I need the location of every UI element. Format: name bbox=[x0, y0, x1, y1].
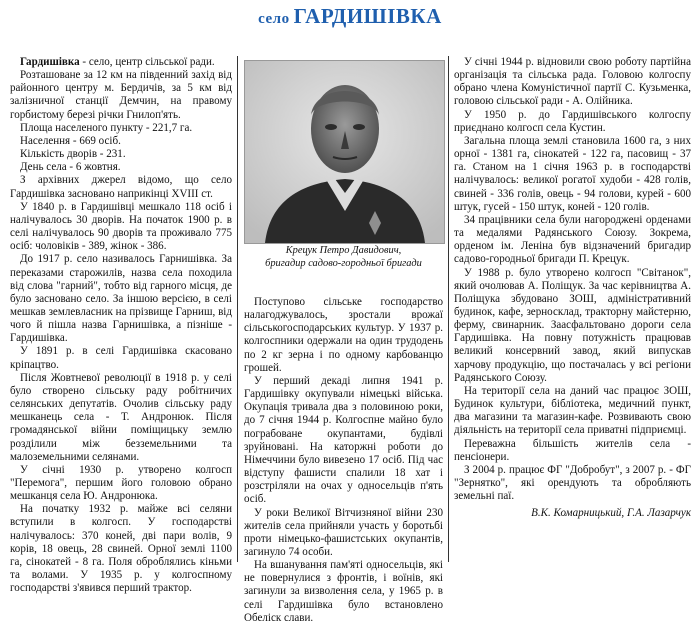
paragraph: У січні 1944 р. відновили свою роботу партійна організація та сільська рада. Головою колгоспу обрано члена Комуністичної партії С. Кузьменка, головою сільської ради - А. Олійника. bbox=[454, 56, 691, 108]
paragraph: У 1840 р. в Гардишівці мешкало 118 осіб і налічувалось 30 дворів. На початок 1900 р. в селі налічувалось 90 дворів та проживало 775 осіб: чоловіків - 389, жінок - 386. bbox=[10, 200, 232, 253]
village-name: ГАРДИШІВКА bbox=[293, 4, 442, 28]
lead-word: Гардишівка bbox=[20, 56, 80, 68]
portrait-image bbox=[245, 61, 444, 243]
paragraph: 34 працівники села були нагороджені орденами та медалями Радянського Союзу. Зокрема, орденом ім. Леніна був відзначений бригадир садово-городньої бригади П. Крецук. bbox=[454, 213, 691, 266]
caption-role: бригадир садово-городньої бригади bbox=[265, 257, 422, 269]
paragraph: У 1988 р. було утворено колгосп "Світанок", який очолював А. Поліщук. За час керівництва А. Поліщука збудовано ЗОШ, адміністративний будинок, кафе, зерносклад, тракторну майстерню, ферму, свинарник. Заасфальтовано дороги села Гардишівка. На повну потужність працював великий консервний завод, який випускав харчову продукцію, що постачалась у всі регіони Радянського Союзу. bbox=[454, 266, 691, 384]
paragraph: Кількість дворів - 231. bbox=[20, 148, 126, 161]
paragraph: У січні 1930 р. утворено колгосп "Перемога", першим його головою обрано мешканця села Ю. Андронюка. bbox=[10, 463, 232, 503]
paragraph: На території села на даний час працює ЗОШ, Будинок культури, бібліотека, медичний пункт, два магазини та магазин-кафе. Розвивають свою діяльність на території села приватні підприємці. bbox=[454, 384, 691, 437]
paragraph: У перший декаді липня 1941 р. Гардишівку окупували німецькі війська. Окупація тривала два з половиною роки, до 7 січня 1944 р. Колгоспне майно було пограбоване окупантами, будівлі зруйновані. На каторжні роботи до Німеччини було вивезено 17 осіб. Під час відступу фашисти спалили 18 хат і розстріляли на очах у односельців п'ять осіб. bbox=[244, 374, 443, 506]
paragraph: На початку 1932 р. майже всі селяни вступили в колгосп. У господарстві налічувалось: 370 коней, дві пари волів, 9 корів, 18 овець, 28 свиней. Орної землі 1100 га, сінокатей - 8 га. Поля оброблялись кіньми та волами. У 1935 р. у колгоспному господарстві з'явився перший трактор. bbox=[10, 503, 232, 595]
portrait-photo bbox=[244, 60, 445, 244]
page-title bbox=[0, 4, 700, 29]
author-signature: В.К. Комарницький, Г.А. Лазарчук bbox=[531, 507, 691, 520]
paragraph: На вшанування пам'яті односельців, які не повернулися з фронтів, і воїнів, які загинули за визволення села, у 1965 р. в селі Гардишівка було встановлено Обеліск слави. bbox=[244, 559, 443, 624]
paragraph: У роки Великої Вітчизняної війни 230 жителів села прийняли участь у боротьбі проти німецько-фашистських окупантів, загинуло 74 особи. bbox=[244, 506, 443, 558]
caption-name: Крецук Петро Давидович, bbox=[285, 245, 402, 256]
paragraph: Поступово сільське господарство налагоджувалось, зростали врожаї сільськогосподарських культур. У 1937 р. колгоспники одержали на один трудодень по 2 кг зерна і по одному карбованцю грошей. bbox=[244, 296, 443, 374]
paragraph: День села - 6 жовтня. bbox=[20, 161, 121, 174]
paragraph: Площа населеного пункту - 221,7 га. bbox=[20, 121, 193, 134]
paragraph: У 1891 р. в селі Гардишівка скасовано кріпацтво. bbox=[10, 345, 232, 371]
paragraph: З 2004 р. працює ФГ "Добробут", з 2007 р. - ФГ "Зернятко", які орендують та обробляють земельні паї. bbox=[454, 463, 691, 503]
title-prefix: село bbox=[258, 11, 290, 27]
column-divider bbox=[237, 56, 238, 562]
column-middle bbox=[244, 296, 443, 625]
paragraph: Після Жовтневої революції в 1918 р. у селі було створено сільську раду робітничих селянських депутатів. Очолив сільську раду мешканець села - Т. Андронюк. Після громадянської війни поміщицьку землю розділили між безземельними та малоземельними селянами. bbox=[10, 371, 232, 463]
paragraph: До 1917 р. село називалось Гарнишівка. За переказами старожилів, назва села походила від слова "гарний", тобто від гарного місця, де було засновано село. За іншою версією, в селі мешкав землевласник на прізвище Гарниш, від чого й пішла назва Гарнишівка, а пізніше - Гардишівка. bbox=[10, 253, 232, 345]
paragraph-text: - село, центр сільської ради. bbox=[79, 56, 215, 68]
paragraph: Переважна більшість жителів села - пенсіонери. bbox=[454, 437, 691, 463]
paragraph bbox=[10, 56, 232, 69]
column-left bbox=[10, 56, 232, 595]
paragraph: З архівних джерел відомо, що село Гардишівка засновано наприкінці XVIII ст. bbox=[10, 174, 232, 200]
paragraph: Загальна площа землі становила 1600 га, з них орної - 1381 га, сінокатей - 122 га, пасовищ - 37 га. Станом на 1 січня 1963 р. в господарстві налічувалось: великої рогатої худоби - 428 голів, свиней - 336 голів, овець - 94 голови, курей - 600 штук, гусей - 150 штук, коней - 120 голів. bbox=[454, 134, 691, 213]
column-right bbox=[454, 56, 691, 556]
photo-caption bbox=[244, 245, 443, 270]
paragraph: У 1950 р. до Гардишівського колгоспу приєднано колгосп села Кустин. bbox=[454, 108, 691, 134]
paragraph: Розташоване за 12 км на південний захід від районного центру м. Бердичів, за 5 км від залізничної станції Демчин, на правому горбистому березі річки Гнилоп'ять. bbox=[10, 69, 232, 121]
paragraph: Населення - 669 осіб. bbox=[20, 134, 121, 147]
column-divider bbox=[448, 56, 449, 562]
